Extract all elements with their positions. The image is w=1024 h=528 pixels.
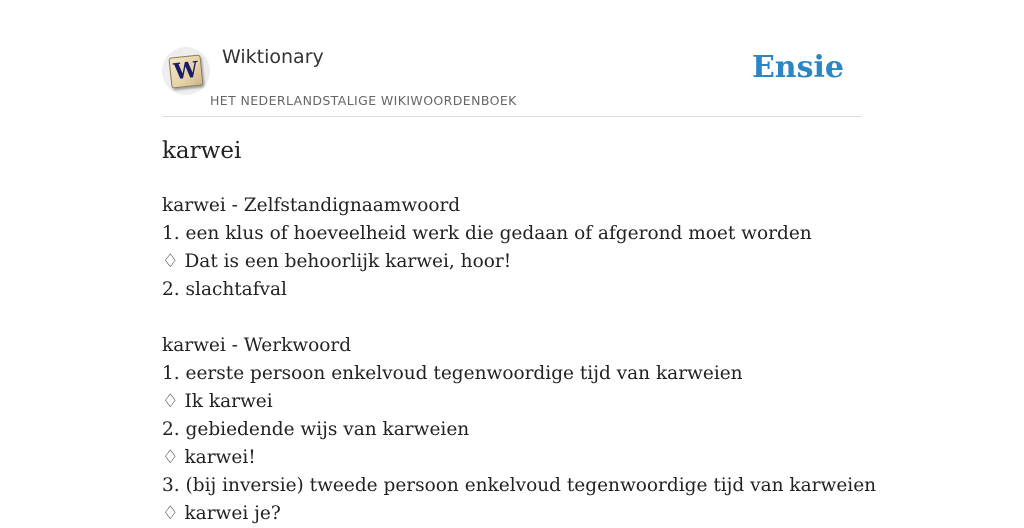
site-tagline: HET NEDERLANDSTALIGE WIKIWOORDENBOEK (210, 93, 517, 108)
wiktionary-logo-icon: W (168, 54, 203, 88)
definition-line: 2. gebiedende wijs van karweien (162, 419, 470, 440)
entry-werkwoord (162, 332, 877, 528)
example-line: ♢ karwei je? (162, 503, 281, 524)
definitions-content (162, 192, 877, 528)
definition-line: 1. een klus of hoeveelheid werk die gedaan of afgerond moet worden (162, 223, 812, 244)
example-line: ♢ Dat is een behoorlijk karwei, hoor! (162, 251, 512, 272)
entry-heading: karwei - Zelfstandignaamwoord (162, 195, 461, 216)
entry-zelfstandignaamwoord (162, 192, 862, 304)
page-title: karwei (162, 138, 242, 164)
site-header (162, 0, 862, 117)
definition-line: 2. slachtafval (162, 279, 287, 300)
ensie-brand-link[interactable]: Ensie (751, 50, 844, 85)
definition-line: 1. eerste persoon enkelvoud tegenwoordige tijd van karweien (162, 363, 743, 384)
example-line: ♢ karwei! (162, 447, 256, 468)
entry-heading: karwei - Werkwoord (162, 335, 352, 356)
entry-spacer (162, 304, 862, 332)
site-name[interactable]: Wiktionary (222, 46, 324, 68)
example-line: ♢ Ik karwei (162, 391, 273, 412)
definition-line: 3. (bij inversie) tweede persoon enkelvoud tegenwoordige tijd van karweien (162, 475, 877, 496)
wiktionary-logo[interactable] (162, 47, 210, 95)
